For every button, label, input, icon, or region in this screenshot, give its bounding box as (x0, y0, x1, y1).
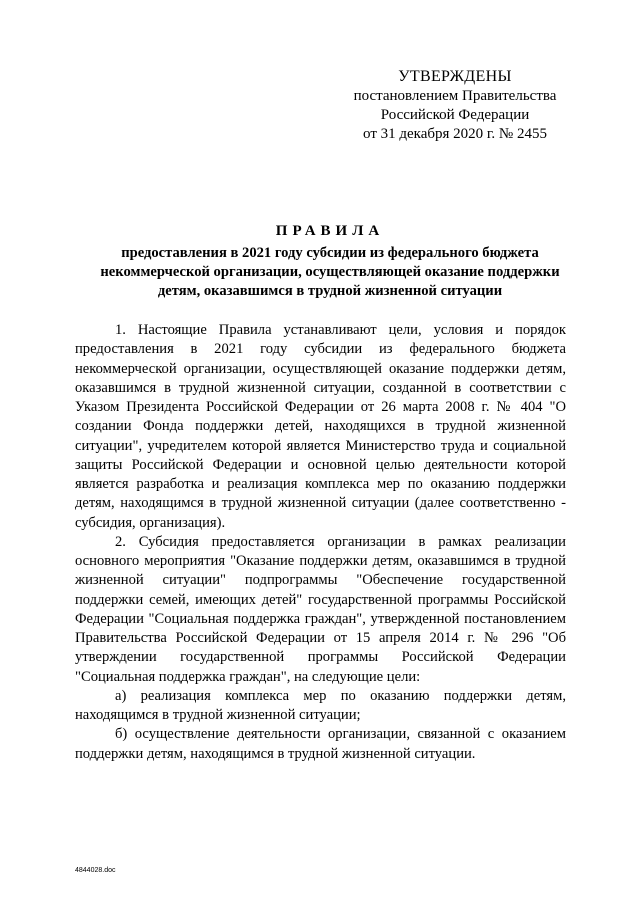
subtitle-line-3: детям, оказавшимся в трудной жизненной ситуации (157, 283, 503, 299)
paragraph-2a: а) реализация комплекса мер по оказанию поддержки детям, находящимся в трудной жизненной ситуации; (75, 687, 566, 723)
paragraph-2: 2. Субсидия предоставляется организации в рамках реализации основного мероприятия "Оказание поддержки детям, оказавшимся в трудной жизненной ситуации" подпрограммы "Обеспечение государственной поддержки семей, имеющих детей" государственной программы Российской Федерации "Социальная поддержка граждан", утвержденной постановлением Правительства Российской Федерации от 15 апреля 2014 г. № 296 "Об утверждении государственной программы Российской Федерации "Социальная поддержка граждан", на следующие цели: (75, 533, 566, 685)
approval-title: УТВЕРЖДЕНЫ (398, 68, 512, 85)
document-heading: ПРАВИЛА (275, 223, 385, 239)
paragraph-1: 1. Настоящие Правила устанавливают цели, условия и порядок предоставления в 2021 году субсидии из федерального бюджета некоммерческой организации, осуществляющей оказание поддержки детям, оказавшимся в трудной жизненной ситуации, созданной в соответствии с Указом Президента Российской Федерации от 26 марта 2008 г. № 404 "О создании Фонда поддержки детей, находящихся в трудной жизненной ситуации", учредителем которой является Министерство труда и социальной защиты Российской Федерации и основной целью деятельности которой является разработка и реализация комплекса мер по оказанию поддержки детям, находящимся в трудной жизненной ситуации (далее соответственно - субсидия, организация). (75, 322, 566, 531)
paragraph-2b: б) осуществление деятельности организации, связанной с оказанием поддержки детям, находящимся в трудной жизненной ситуации. (75, 726, 566, 762)
subtitle-line-2: некоммерческой организации, осуществляющей оказание поддержки (100, 264, 560, 280)
file-code: 4844028.doc (75, 867, 116, 874)
document-body (75, 321, 566, 764)
approval-block (340, 66, 570, 144)
approval-line-3: от 31 декабря 2020 г. № 2455 (363, 126, 547, 142)
approval-line-1: постановлением Правительства (353, 88, 557, 104)
subtitle-line-1: предоставления в 2021 году субсидии из федерального бюджета (121, 245, 539, 261)
approval-line-2: Российской Федерации (380, 107, 530, 123)
document-subtitle (60, 244, 600, 301)
